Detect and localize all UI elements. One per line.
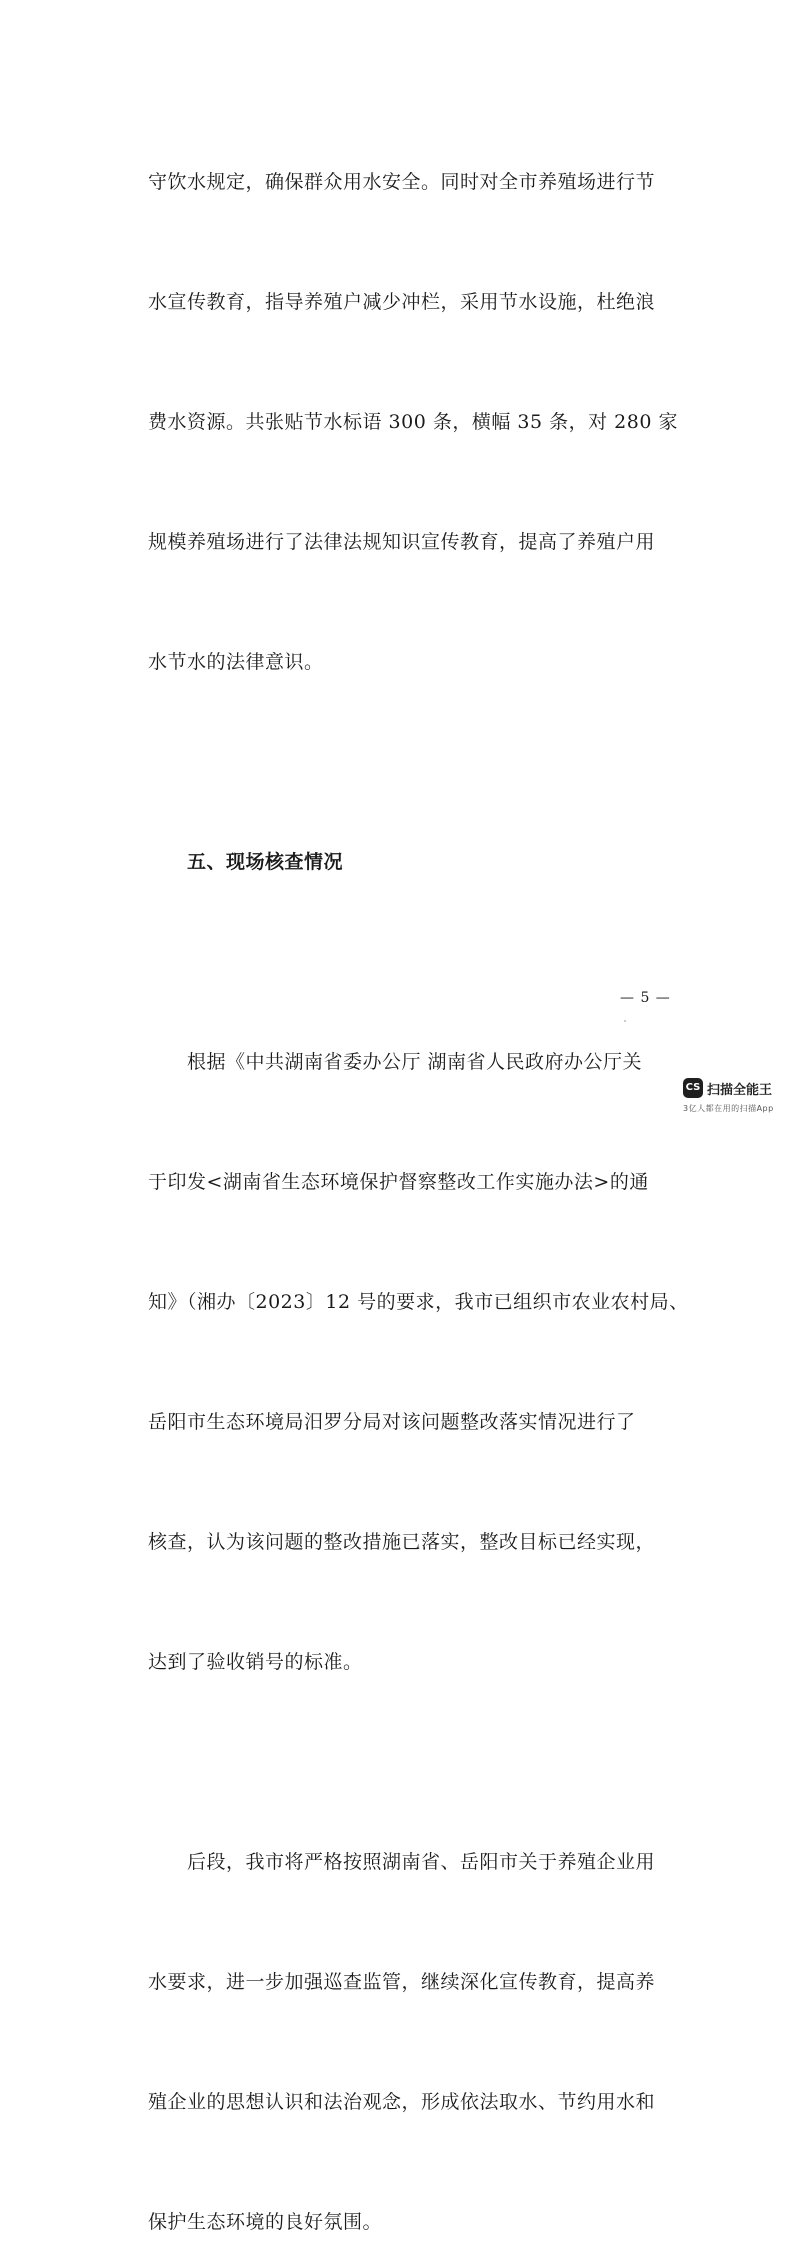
watermark-subtitle: 3亿人都在用的扫描App [683,1104,774,1113]
watermark-header [683,1077,787,1099]
paragraph-next-steps [148,1762,656,2244]
paragraph-inspection-result [148,962,689,1762]
page-number: — 5 — [620,990,671,1006]
scanner-watermark [683,1077,787,1114]
text-line: 规模养殖场进行了法律法规知识宣传教育，提高了养殖户用 [148,531,656,553]
camscanner-logo-icon: CS [683,1078,703,1098]
heading-line: 五、现场核查情况 [148,851,344,873]
text-line: 保护生态环境的良好氛围。 [148,2211,383,2233]
section-heading-site-inspection [148,762,648,962]
paragraph-water-education [148,82,678,762]
text-line: 岳阳市生态环境局汨罗分局对该问题整改落实情况进行了 [148,1411,636,1433]
text-line: 达到了验收销号的标准。 [148,1651,363,1673]
text-line: 费水资源。共张贴节水标语 300 条，横幅 35 条，对 280 家 [148,411,678,433]
text-line: 根据《中共湖南省委办公厅 湖南省人民政府办公厅关 [148,1051,643,1073]
text-line: 核查，认为该问题的整改措施已落实，整改目标已经实现， [148,1531,656,1553]
text-line: 于印发<湖南省生态环境保护督察整改工作实施办法>的通 [148,1171,649,1193]
text-line: 水宣传教育，指导养殖户减少冲栏，采用节水设施，杜绝浪 [148,291,656,313]
text-line: 殖企业的思想认识和法治观念，形成依法取水、节约用水和 [148,2091,656,2113]
watermark-title: 扫描全能王 [707,1082,773,1098]
document-body [148,82,689,2244]
text-line: 知》（湘办〔2023〕12 号的要求，我市已组织市农业农村局、 [148,1291,689,1313]
scan-speck [624,1020,626,1022]
text-line: 守饮水规定，确保群众用水安全。同时对全市养殖场进行节 [148,171,656,193]
text-line: 后段，我市将严格按照湖南省、岳阳市关于养殖企业用 [148,1851,656,1873]
text-line: 水节水的法律意识。 [148,651,324,673]
text-line: 水要求，进一步加强巡查监管，继续深化宣传教育，提高养 [148,1971,656,1993]
